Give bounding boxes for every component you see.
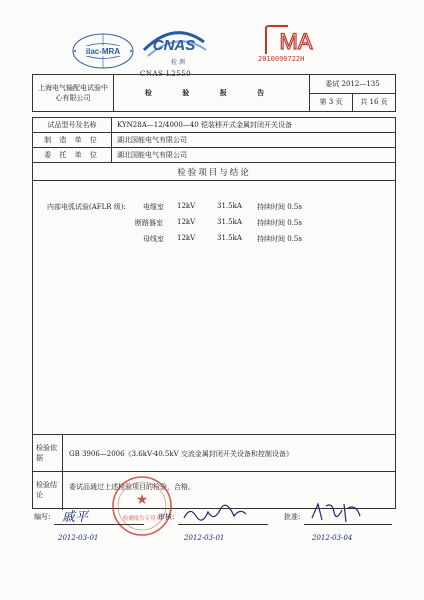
approve-label: 批准: — [284, 513, 301, 521]
approve-date: 2012-03-04 — [312, 534, 353, 542]
review-signature — [180, 502, 250, 526]
info-row-maker — [33, 133, 395, 148]
svg-text:★: ★ — [135, 492, 149, 508]
maker-value: 湖北国能电气有限公司 — [117, 136, 187, 144]
report-header-table — [32, 74, 396, 112]
review-label: 审核: — [158, 513, 175, 521]
cnas-number: CNAS L2550 — [140, 70, 192, 78]
cma-text: MA — [279, 29, 313, 54]
basis-value: GB 3906—2006《3.6kV-40.5kV 交流金属封闭开关设备和控制设备》 — [69, 450, 293, 458]
cnas-logo — [138, 20, 210, 70]
ilac-mra-logo — [70, 30, 136, 72]
cma-logo — [262, 22, 324, 58]
inspection-stamp — [110, 474, 174, 538]
review-date: 2012-03-01 — [184, 534, 225, 542]
basis-key: 检验依据 — [33, 435, 63, 471]
model-value: KYN28A—12/4000—40 铠装移开式金属封闭开关设备 — [117, 121, 292, 129]
report-body: 试品型号及名称 KYN28A—12/4000—40 铠装移开式金属封闭开关设备 制 造 单 位 湖北国能电气有限公司 委 托 单 位 湖北国能电气有限公司 检验项目与结论 内部电弧试验(AFLR 级): 电缆室 12kV 31.5kA 持续时间 0.5s 断路器室 12kV 31.5kA 持续时间 0.5s 母线室 12kV 31.5kA 持续时间 0.5s 检验依据 GB 3906—2006《3.6kV-40.5kV 交流金属封闭开关设备和控制设备》 检验结论 委试品通过上述检验项目的检验，合格。 — [32, 117, 396, 509]
model-key: 试品型号及名称 — [33, 118, 112, 132]
report-code: 委试 2012—135 — [310, 75, 396, 94]
compile-signature: 戚平 — [62, 510, 89, 525]
arc-test-label: 内部电弧试验(AFLR 级): — [47, 203, 126, 211]
conclusion-value: 委试品通过上述检验项目的检验，合格。 — [69, 483, 195, 491]
maker-key: 制 造 单 位 — [33, 133, 112, 147]
cnas-text: CNAS — [152, 37, 196, 54]
cma-number: 2010090722H — [258, 55, 305, 63]
client-key: 委 托 单 位 — [33, 148, 112, 162]
report-title: 检 验 报 告 — [114, 75, 310, 112]
compile-date: 2012-03-01 — [58, 534, 99, 542]
page-number: 第 3 页 — [310, 93, 353, 112]
basis-row — [33, 434, 395, 472]
ilac-text: ilac-MRA — [85, 47, 121, 56]
section-title: 检验项目与结论 — [177, 168, 251, 178]
page-total: 共 16 页 — [353, 93, 396, 112]
cnas-sub-text: 检 测 — [171, 59, 185, 66]
info-row-model — [33, 118, 395, 133]
conclusion-key: 检验结论 — [33, 472, 63, 510]
approve-signature — [308, 498, 364, 526]
info-row-client — [33, 148, 395, 163]
client-value: 湖北国能电气有限公司 — [117, 151, 187, 159]
lab-name: 上海电气输配电试验中心有限公司 — [33, 75, 114, 112]
stamp-text: 检测报告专用章 — [122, 516, 162, 522]
compile-label: 编写: — [34, 513, 51, 521]
